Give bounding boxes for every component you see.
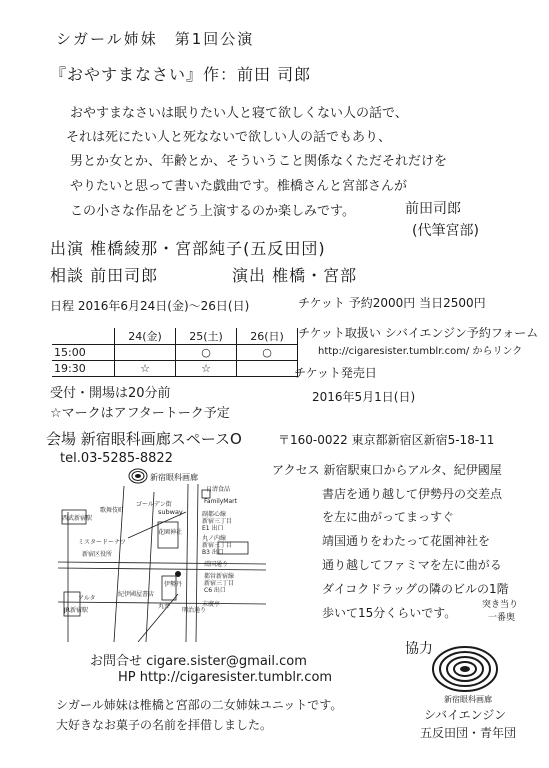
contact-mail: お問合せ cigare.sister@gmail.com [90, 654, 307, 669]
map-label: 紀伊國屋書店 [118, 591, 155, 598]
map-label: 歌舞伎町 [100, 507, 125, 514]
open-note: 受付・開場は20分前 [50, 386, 171, 401]
map-label: 花園神社 [158, 529, 183, 536]
performance-mark: ☆ [176, 361, 237, 377]
access-line: を左に曲がってまっすぐ [322, 510, 455, 524]
message-line: 男とか女とか、年齢とか、そういうこと関係なくただそれだけを [70, 154, 448, 169]
ticket-release-label: チケット発売日 [294, 366, 377, 380]
schedule-table [52, 328, 298, 377]
message-line: おやすまなさいは眠りたい人と寝て欲しくない人の話で、 [70, 106, 408, 121]
access-line: 通り越してファミマを左に曲がる [322, 558, 502, 572]
day-header: 25(土) [176, 328, 237, 345]
map-label: 日清食品 [206, 486, 231, 493]
map-label: 新宿三丁目 [202, 518, 233, 525]
map-label: ゴールデン街 [136, 501, 172, 508]
contact-hp: HP http://cigaresister.tumblr.com [118, 670, 333, 685]
advisor-credit: 相談 前田司郎 [50, 266, 159, 285]
map-label: 伊勢丹 [164, 581, 183, 588]
coop-logo-label: 新宿眼科画廊 [444, 695, 492, 704]
about-line: 大好きなお菓子の名前を拝借しました。 [56, 718, 273, 732]
map-label: subway [158, 508, 183, 516]
corner-note: 突き当り [482, 600, 519, 610]
ticket-release-date: 2016年5月1日(日) [312, 390, 416, 404]
signature: 前田司郎 [405, 201, 461, 217]
message-line: やりたいと思って書いた戯曲です。椎橋さんと宮部さんが [70, 179, 407, 194]
map-label: C6 出口 [204, 587, 226, 594]
table-row [52, 328, 298, 345]
ticket-handling: チケット取扱い シバイエンジン予約フォーム [298, 326, 539, 340]
map-label: FamilyMart [204, 498, 237, 505]
gallery-logo-icon [430, 644, 500, 694]
map-label: 靖国通り [204, 561, 229, 568]
map-label: 末廣亭 [202, 601, 221, 608]
venue-address: 〒160-0022 東京都新宿区新宿5-18-11 [278, 433, 495, 447]
access-line: 書店を通り越して伊勢丹の交差点 [322, 487, 503, 501]
access-line: アクセス 新宿駅東口からアルタ、紀伊國屋 [272, 463, 502, 477]
table-row [52, 361, 298, 377]
map-label: JR新宿駅 [64, 607, 88, 614]
map-logo-label: 新宿眼科画廊 [150, 473, 198, 482]
map-label: アルタ [78, 595, 96, 602]
performance-mark [237, 361, 298, 377]
map-label: 明治通り [182, 607, 207, 614]
access-line: 靖国通りをわたって花園神社を [322, 534, 491, 548]
venue-tel: tel.03-5285-8822 [60, 451, 173, 466]
map-label: ミスタードーナツ [78, 539, 126, 546]
director-credit: 演出 椎橋・宮部 [232, 266, 358, 285]
after-talk-note: ☆マークはアフタートーク予定 [50, 406, 230, 421]
cast-credit: 出演 椎橋綾那・宮部純子(五反田団) [50, 239, 326, 258]
troupe-title: シガール姉妹 第1回公演 [56, 30, 255, 48]
cooperation-label: 協力 [405, 641, 433, 657]
performance-mark [115, 345, 176, 361]
message-line: それは死にたい人と死なないで欲しい人の話でもあり、 [66, 130, 392, 145]
performance-mark: ☆ [115, 361, 176, 377]
map-label: B3 出口 [202, 549, 224, 556]
map-label: 副都心線 [202, 511, 227, 518]
performance-mark: ○ [176, 345, 237, 361]
performance-mark: ○ [237, 345, 298, 361]
play-title: 『おやすまなさい』作：前田 司郎 [50, 65, 312, 84]
map-label: 西武新宿駅 [62, 515, 93, 522]
map-label: 新宿三丁目 [202, 542, 233, 549]
coop-org: シバイエンジン [424, 708, 507, 722]
venue-name: 会場 新宿眼科画廊スペースO [46, 430, 242, 448]
map-label: E1 出口 [202, 525, 224, 532]
map-label: 丸ノ内線 [202, 535, 227, 542]
map-label: 新宿区役所 [82, 551, 113, 558]
day-header: 26(日) [237, 328, 298, 345]
map-label: 新宿三丁目 [204, 580, 235, 587]
about-line: シガール姉妹は椎橋と宮部の二女姉妹ユニットです。 [56, 698, 343, 712]
ticket-url: http://cigaresister.tumblr.com/ からリンク [318, 346, 523, 357]
ticket-price: チケット 予約2000円 当日2500円 [298, 296, 486, 310]
table-row [52, 345, 298, 361]
coop-org: 五反田団・青年団 [420, 726, 517, 740]
access-line: 歩いて15分くらいです。 [322, 606, 457, 620]
show-time: 15:00 [52, 345, 115, 361]
signature-role: (代筆宮部) [412, 223, 479, 239]
venue-marker-icon [175, 571, 181, 577]
map-label: 丸井 [158, 603, 171, 610]
message-line: この小さな作品をどう上演するのか楽しみです。 [70, 204, 355, 219]
access-map [58, 482, 266, 642]
corner-note: 一番奥 [488, 613, 516, 623]
day-header: 24(金) [115, 328, 176, 345]
access-line: ダイコクドラッグの隣のビルの1階 [322, 582, 509, 596]
schedule-dates: 日程 2016年6月24日(金)〜26日(日) [50, 299, 250, 313]
map-label: 都営新宿線 [204, 573, 235, 580]
show-time: 19:30 [52, 361, 115, 377]
